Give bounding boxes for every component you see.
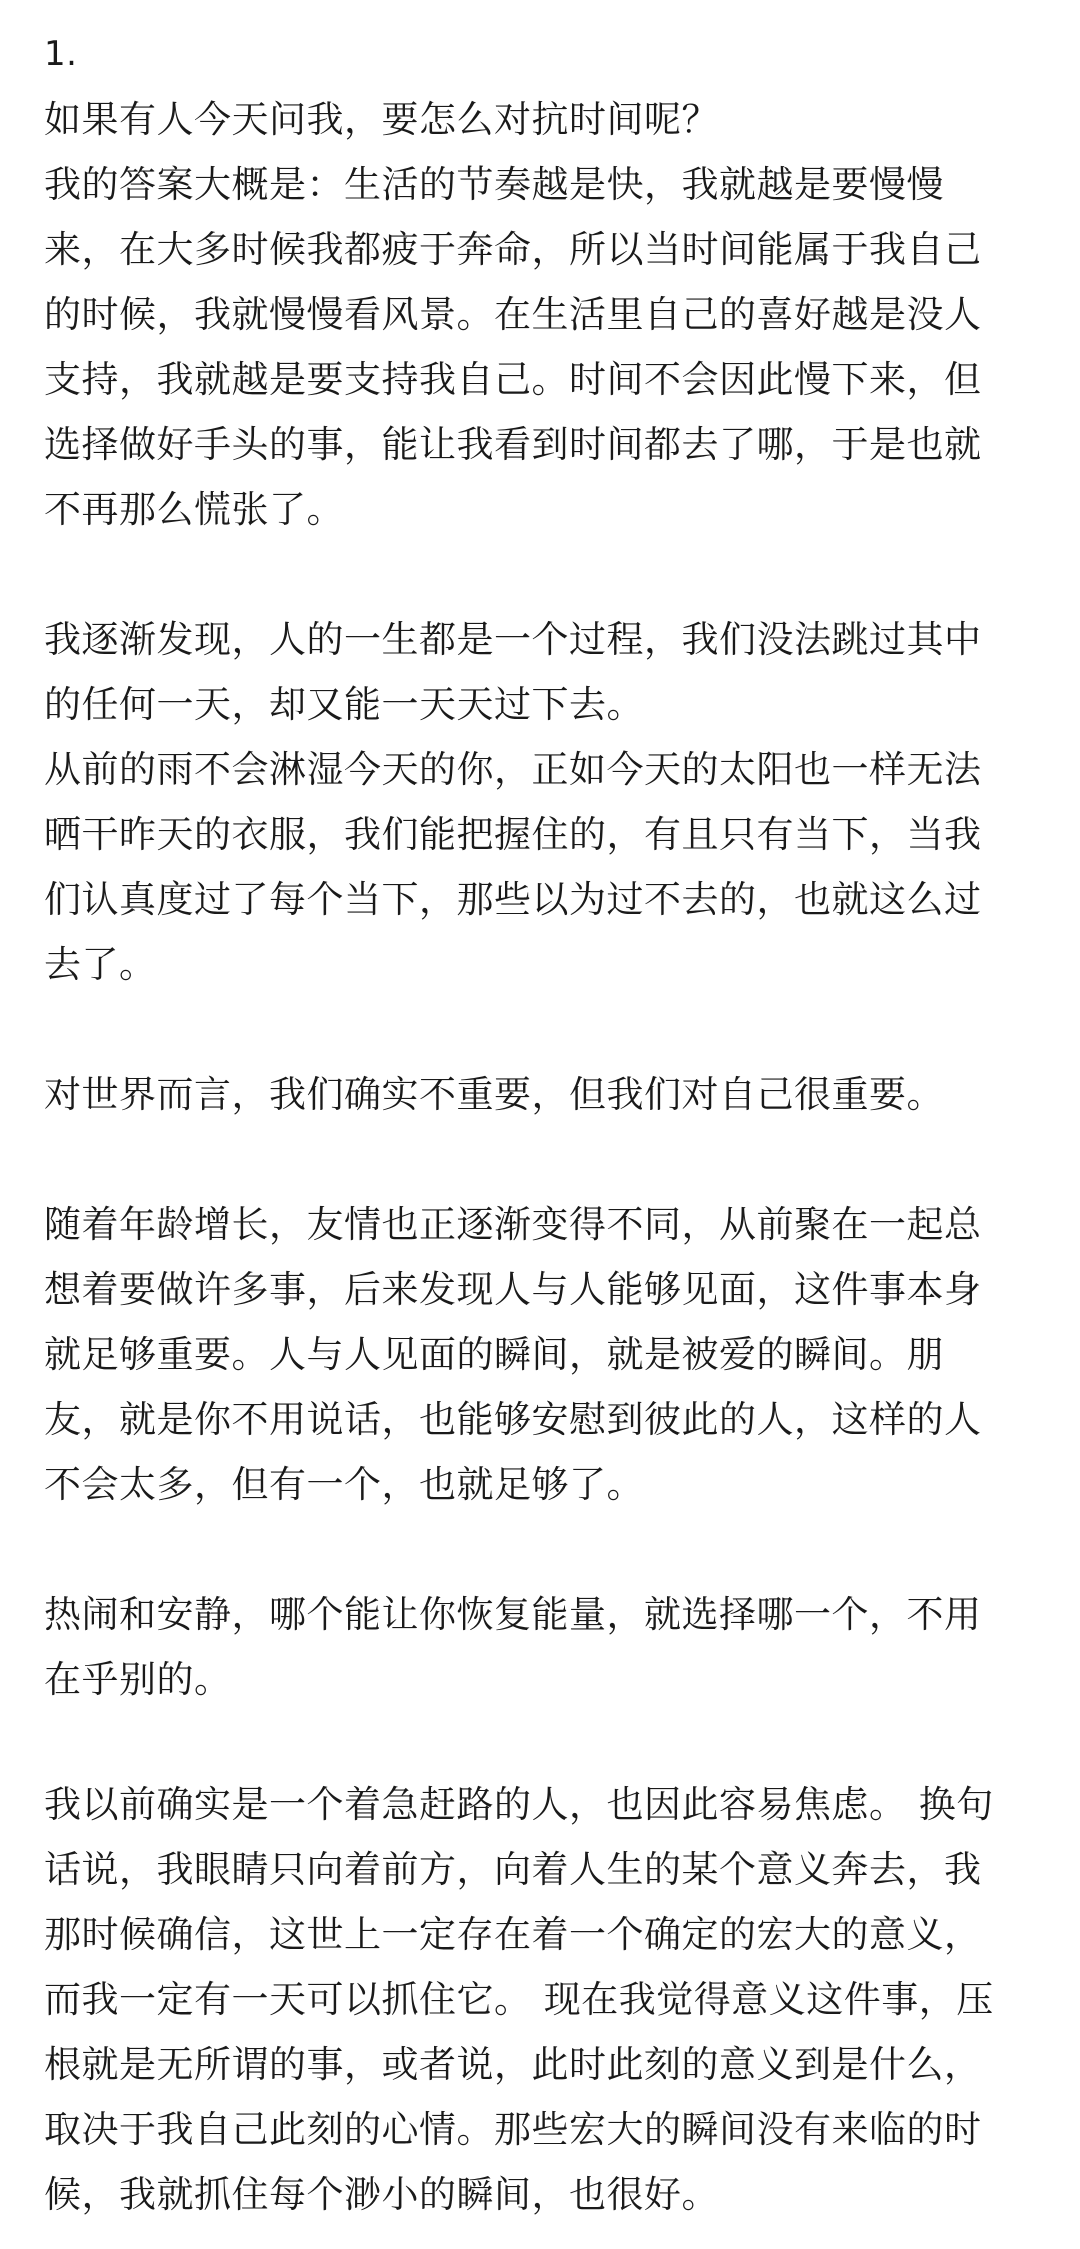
text-line: 不会太多，但有一个，也就足够了。	[44, 1463, 644, 1506]
text-line: 根就是无所谓的事，或者说，此时此刻的意义到是什么，	[44, 2043, 982, 2086]
text-line: 去了。	[44, 943, 157, 986]
section-number: 1.	[44, 34, 78, 74]
text-line: 选择做好手头的事，能让我看到时间都去了哪，于是也就	[44, 423, 982, 466]
paragraph-6	[44, 1772, 1044, 2227]
text-line: 友，就是你不用说话，也能够安慰到彼此的人，这样的人	[44, 1398, 982, 1441]
text-line: 我逐渐发现，人的一生都是一个过程，我们没法跳过其中	[44, 618, 982, 661]
text-line: 候，我就抓住每个渺小的瞬间，也很好。	[44, 2173, 719, 2216]
text-line: 晒干昨天的衣服，我们能把握住的，有且只有当下，当我	[44, 813, 982, 856]
text-line: 对世界而言，我们确实不重要，但我们对自己很重要。	[44, 1073, 944, 1116]
text-line: 就足够重要。人与人见面的瞬间，就是被爱的瞬间。朋	[44, 1333, 944, 1376]
text-line: 的任何一天，却又能一天天过下去。	[44, 683, 644, 726]
paragraph-spacer	[44, 997, 1044, 1062]
text-line: 支持，我就越是要支持我自己。时间不会因此慢下来，但	[44, 358, 982, 401]
text-line: 们认真度过了每个当下，那些以为过不去的，也就这么过	[44, 878, 982, 921]
text-line: 我的答案大概是：生活的节奏越是快，我就越是要慢慢	[44, 163, 944, 206]
paragraph-3	[44, 1062, 1044, 1127]
paragraph-5	[44, 1582, 1044, 1712]
paragraph-spacer	[44, 542, 1044, 607]
text-line: 在乎别的。	[44, 1658, 232, 1701]
text-line: 热闹和安静，哪个能让你恢复能量，就选择哪一个，不用	[44, 1593, 982, 1636]
paragraph-spacer	[44, 1712, 1044, 1772]
text-line: 的时候，我就慢慢看风景。在生活里自己的喜好越是没人	[44, 293, 982, 336]
paragraph-4	[44, 1192, 1044, 1517]
text-line: 那时候确信，这世上一定存在着一个确定的宏大的意义，	[44, 1913, 982, 1956]
text-line: 我以前确实是一个着急赶路的人，也因此容易焦虑。 换句	[44, 1783, 994, 1826]
document-body	[44, 22, 1044, 2227]
paragraph-1	[44, 87, 1044, 542]
text-line: 而我一定有一天可以抓住它。 现在我觉得意义这件事，压	[44, 1978, 994, 2021]
paragraph-2	[44, 607, 1044, 997]
text-line: 随着年龄增长，友情也正逐渐变得不同，从前聚在一起总	[44, 1203, 982, 1246]
paragraph-spacer	[44, 1517, 1044, 1582]
text-line: 从前的雨不会淋湿今天的你，正如今天的太阳也一样无法	[44, 748, 982, 791]
text-line: 来，在大多时候我都疲于奔命，所以当时间能属于我自己	[44, 228, 982, 271]
text-line: 不再那么慌张了。	[44, 488, 344, 531]
paragraph-spacer	[44, 1127, 1044, 1192]
text-line: 如果有人今天问我，要怎么对抗时间呢？	[44, 98, 719, 141]
text-line: 取决于我自己此刻的心情。那些宏大的瞬间没有来临的时	[44, 2108, 982, 2151]
text-line: 话说，我眼睛只向着前方，向着人生的某个意义奔去，我	[44, 1848, 982, 1891]
text-line: 想着要做许多事，后来发现人与人能够见面，这件事本身	[44, 1268, 982, 1311]
